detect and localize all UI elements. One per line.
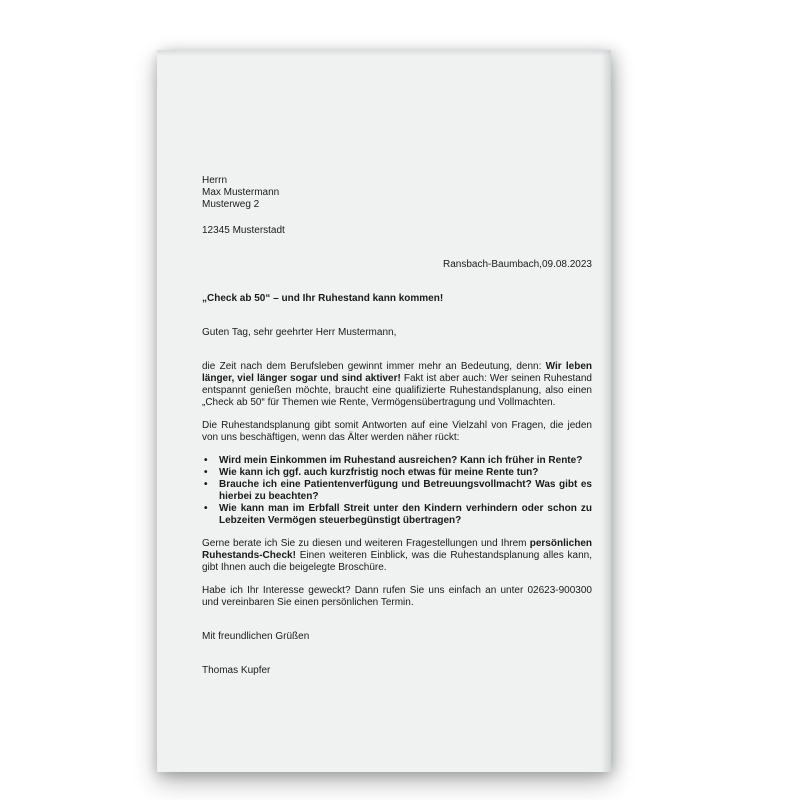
question-text: Brauche ich eine Patientenverfügung und Betreuungsvollmacht? Was gibt es hierbei zu beachten? (219, 479, 592, 502)
paragraph-intro (202, 361, 592, 409)
question-text: Wie kann ich ggf. auch kurzfristig noch etwas für meine Rente tun? (219, 467, 539, 478)
paragraph-intro-part1: die Zeit nach dem Berufsleben gewinnt immer mehr an Bedeutung, denn: (202, 361, 546, 372)
bullet-dot: • (204, 467, 208, 478)
bullet-dot: • (204, 503, 208, 514)
bullet-dot: • (204, 479, 208, 490)
sheet-edge-shade (601, 50, 611, 772)
sheet-top-shade (157, 50, 611, 56)
signature-name: Thomas Kupfer (202, 665, 271, 676)
paragraph-offer-bold: persönlichen Ruhestands-Check! (202, 538, 592, 561)
recipient-city: 12345 Musterstadt (202, 225, 285, 236)
paragraph-offer-part2: Einen weiteren Einblick, was die Ruhestandsplanung alles kann, gibt Ihnen auch die beigelegte Broschüre. (202, 550, 592, 573)
question-text: Wird mein Einkommen im Ruhestand ausreichen? Kann ich früher in Rente? (219, 455, 583, 466)
place-date: Ransbach-Baumbach,09.08.2023 (443, 259, 592, 270)
list-item (204, 479, 592, 503)
question-text: Wie kann man im Erbfall Streit unter den Kindern verhindern oder schon zu Lebzeiten Vermögen steuerbegünstigt übertragen? (219, 503, 592, 526)
letter-subject: „Check ab 50“ – und Ihr Ruhestand kann kommen! (202, 293, 444, 304)
bullet-dot: • (204, 455, 208, 466)
paragraph-questions-intro: Die Ruhestandsplanung gibt somit Antworten auf eine Vielzahl von Fragen, die jeden von uns beschäftigen, wenn das Älter werden näher rückt: (202, 420, 592, 443)
paragraph-offer (202, 538, 592, 574)
recipient-title: Herrn (202, 175, 228, 186)
paragraph-contact: Habe ich Ihr Interesse geweckt? Dann rufen Sie uns einfach an unter 02623-900300 und vereinbaren Sie einen persönlichen Termin. (202, 585, 592, 608)
paragraph-offer-part1: Gerne berate ich Sie zu diesen und weiteren Fragestellungen und Ihrem (202, 538, 530, 549)
question-list (202, 455, 592, 527)
letter-body (202, 175, 592, 677)
list-item (204, 467, 592, 479)
recipient-street: Musterweg 2 (202, 199, 260, 210)
paragraph-intro-bold: Wir leben länger, viel länger sogar und sind aktiver! (202, 361, 592, 384)
letter-sheet (157, 50, 611, 772)
recipient-address (202, 175, 592, 237)
list-item (204, 503, 592, 527)
list-item (204, 455, 592, 467)
paragraph-intro-part2: Fakt ist aber auch: Wer seinen Ruhestand entspannt genießen möchte, braucht eine qualifizierte Ruhestandsplanung, also einen „Check ab 50“ für Themen wie Rente, Vermögensübertragung und Vollmachten. (202, 373, 592, 408)
closing: Mit freundlichen Grüßen (202, 631, 310, 642)
salutation: Guten Tag, sehr geehrter Herr Mustermann, (202, 327, 397, 338)
recipient-name: Max Mustermann (202, 187, 280, 198)
